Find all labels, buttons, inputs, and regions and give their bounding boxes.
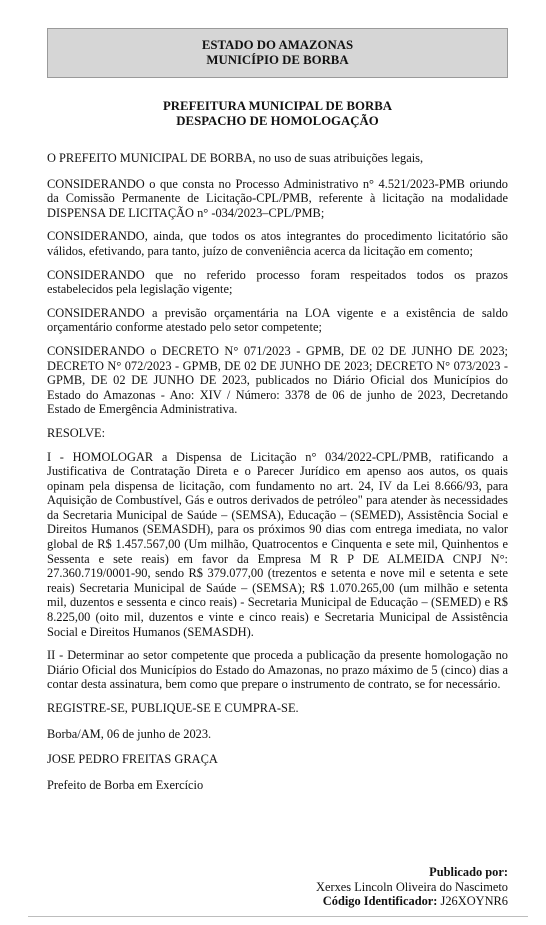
considerando-paragraph-4: CONSIDERANDO a previsão orçamentária na LOA vigente e a existência de saldo orçamentário conforme atestado pelo setor competente;: [47, 305, 508, 335]
signer-role: Prefeito de Borba em Exercício: [47, 777, 204, 792]
considerando-paragraph-3: CONSIDERANDO que no referido processo foram respeitados todos os prazos estabelecidos pela legislação vigente;: [47, 267, 508, 297]
signer-name: JOSE PEDRO FREITAS GRAÇA: [47, 752, 218, 767]
registre-line: REGISTRE-SE, PUBLIQUE-SE E CUMPRA-SE.: [47, 701, 299, 715]
resolve-heading: RESOLVE:: [47, 425, 106, 440]
date-line: Borba/AM, 06 de junho de 2023.: [47, 726, 212, 741]
bottom-divider: [28, 916, 528, 917]
considerando-paragraph-5: CONSIDERANDO o DECRETO N° 071/2023 - GPMB, DE 02 DE JUNHO DE 2023; DECRETO N° 072/2023 - GPMB, DE 02 DE JUNHO DE 2023; DECRETO N° 073/2023 - GPMB, DE 02 DE JUNHO DE 2023, publicados no Diário Oficial dos Municípios do Estado do Amazonas - Ano: XIV / Número: 3378 de 06 de junho de 2023, Decretando Estado de Emergência Administrativa.: [47, 343, 508, 417]
published-by-label: Publicado por:: [429, 865, 508, 879]
municipality-name: MUNICÍPIO DE BORBA: [206, 52, 349, 67]
intro-paragraph: O PREFEITO MUNICIPAL DE BORBA, no uso de suas atribuições legais,: [47, 151, 424, 165]
code-value: J26XOYNR6: [440, 894, 508, 909]
code-label: Código Identificador:: [322, 894, 438, 909]
publisher-name: Xerxes Lincoln Oliveira do Nascimeto: [316, 879, 508, 894]
state-name: ESTADO DO AMAZONAS: [201, 38, 354, 52]
resolution-item-2: II - Determinar ao setor competente que proceda a publicação da presente homologação no Diário Oficial dos Municípios do Estado do Amazonas, no prazo máximo de 5 (cinco) dias a contar desta assinatura, bem como que prepare o instrumento de contrato, se for necessário.: [47, 648, 508, 692]
document-body: [47, 151, 508, 803]
document-title: [47, 99, 508, 128]
title-prefeitura: PREFEITURA MUNICIPAL DE BORBA: [162, 99, 393, 113]
resolution-item-1: I - HOMOLOGAR a Dispensa de Licitação n° 034/2022-CPL/PMB, ratificando a Justificativa de Contratação Direta e o Parecer Jurídico em apenso aos autos, os quais opinam pela dispensa de licitação, com fundamento no art. 24, IV da Lei 8.666/93, para Aquisição de Combustível, Gás e outros derivados de petróleo" para atender às necessidades da Secretaria Municipal de Saúde – (SEMSA), Educação – (SEMED), Assistência Social e Direitos Humanos (SEMASDH), para os próximos 90 dias com entrega imediata, no valor global de R$ 1.457.567,00 (Um milhão, Quatrocentos e Cinquenta e sete mil, Quinhentos e Sessenta e sete reais) em favor da Empresa M R P DE ALMEIDA CNPJ N°: 27.360.719/0001-90, sendo R$ 379.077,00 (trezentos e setenta e nove mil e setenta e sete reais) Secretaria Municipal de Saúde – (SEMSA); R$ 1.070.265,00 (um milhão e setenta mil, duzentos e sessenta e cinco reais) - Secretaria Municipal de Educação – (SEMED) e R$ 8.225,00 (oito mil, duzentos e vinte e cinco reais) e Secretaria Municipal de Assistência Social e Direitos Humanos (SEMASDH).: [47, 449, 508, 639]
publication-footer: [316, 865, 508, 909]
considerando-paragraph-1: CONSIDERANDO o que consta no Processo Administrativo n° 4.521/2023-PMB oriundo da Comissão Permanente de Licitação-CPL/PMB, referente à licitação na modalidade DISPENSA DE LICITAÇÃO n° -034/2023–CPL/PMB;: [47, 176, 508, 220]
document-header: [47, 28, 508, 78]
considerando-paragraph-2: CONSIDERANDO, ainda, que todos os atos integrantes do procedimento licitatório são válidos, efetivando, para tanto, juízo de conveniência acerca da licitação em comento;: [47, 229, 508, 258]
title-despacho: DESPACHO DE HOMOLOGAÇÃO: [176, 113, 379, 128]
